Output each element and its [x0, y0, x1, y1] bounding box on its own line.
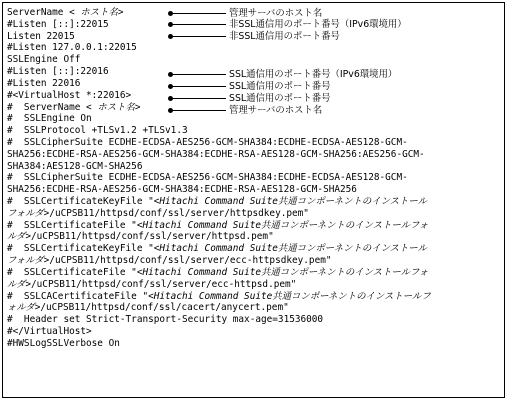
annotation-label: 非SSL通信用のポート番号（IPv6環境用）: [229, 19, 407, 30]
annotation-label: 非SSL通信用のポート番号: [229, 31, 340, 42]
config-line: SHA384:AES128-GCM-SHA256: [7, 160, 143, 172]
config-listing: [7, 7, 499, 350]
config-line: # SSLCipherSuite ECDHE-ECDSA-AES256-GCM-SHA384:ECDHE-ECDSA-AES128-GCM-: [7, 136, 408, 148]
config-line: #<VirtualHost *:22016>: [7, 89, 132, 101]
config-line: # ServerName < ホスト名>: [7, 101, 141, 113]
config-line: #</VirtualHost>: [7, 325, 92, 337]
config-line: Listen 22015: [7, 30, 75, 42]
leader-line: [172, 74, 226, 75]
config-line: #Listen 22016: [7, 77, 81, 89]
annotation-label: SSL通信用のポート番号（IPv6環境用）: [229, 69, 398, 80]
config-line: フォルダ>/uCPSB11/httpsd/conf/ssl/server/httpsdkey.pem": [7, 207, 309, 219]
leader-line: [172, 24, 226, 25]
config-line: ルダ>/uCPSB11/httpsd/conf/ssl/server/httpsd.pem": [7, 231, 274, 243]
config-line: # SSLProtocol +TLSv1.2 +TLSv1.3: [7, 125, 188, 137]
config-line: # SSLCertificateKeyFile "<Hitachi Command Suite共通コンポーネントのインストール: [7, 243, 427, 255]
config-line: フォルダ>/uCPSB11/httpsd/conf/ssl/server/ecc-httpsdkey.pem": [7, 255, 332, 267]
annotation-label: 管理サーバのホスト名: [229, 8, 323, 19]
config-line: #HWSLogSSLVerbose On: [7, 337, 120, 349]
config-line: ォルダ>/uCPSB11/httpsd/conf/ssl/cacert/anycert.pem": [7, 302, 289, 314]
code-figure-frame: [2, 2, 505, 398]
leader-line: [172, 36, 226, 37]
config-line: # SSLCertificateFile "<Hitachi Command Suite共通コンポーネントのインストールフォ: [7, 219, 429, 231]
config-line: SSLEngine Off: [7, 54, 81, 66]
config-line: SHA256:ECDHE-RSA-AES256-GCM-SHA384:ECDHE-RSA-AES128-GCM-SHA256:AES256-GCM-: [7, 148, 425, 160]
config-line: # SSLEngine On: [7, 113, 92, 125]
annotation-label: SSL通信用のポート番号: [229, 81, 331, 92]
config-line: #Listen [::]:22015: [7, 18, 109, 30]
leader-line: [172, 98, 226, 99]
annotation-label: SSL通信用のポート番号: [229, 93, 331, 104]
annotation-label: 管理サーバのホスト名: [229, 105, 323, 116]
config-line: #Listen [::]:22016: [7, 66, 109, 78]
leader-line: [172, 86, 226, 87]
leader-line: [172, 13, 226, 14]
config-line: SHA256:ECDHE-RSA-AES256-GCM-SHA384:ECDHE-RSA-AES128-GCM-SHA256: [7, 184, 357, 196]
config-line: # SSLCertificateKeyFile "<Hitachi Command Suite共通コンポーネントのインストール: [7, 196, 427, 207]
config-line: # SSLCACertificateFile "<Hitachi Command Suite共通コンポーネントのインストールフ: [7, 290, 431, 302]
leader-line: [172, 110, 226, 111]
config-line: # SSLCertificateFile "<Hitachi Command Suite共通コンポーネントのインストールフォ: [7, 266, 429, 278]
config-line: # SSLCipherSuite ECDHE-ECDSA-AES256-GCM-SHA384:ECDHE-ECDSA-AES128-GCM-: [7, 172, 408, 184]
config-line: #Listen 127.0.0.1:22015: [7, 42, 137, 54]
config-line: ルダ>/uCPSB11/httpsd/conf/ssl/server/ecc-httpsd.pem": [7, 278, 297, 290]
config-line: # Header set Strict-Transport-Security max-age=31536000: [7, 314, 324, 326]
config-line: ServerName < ホスト名>: [7, 7, 124, 18]
